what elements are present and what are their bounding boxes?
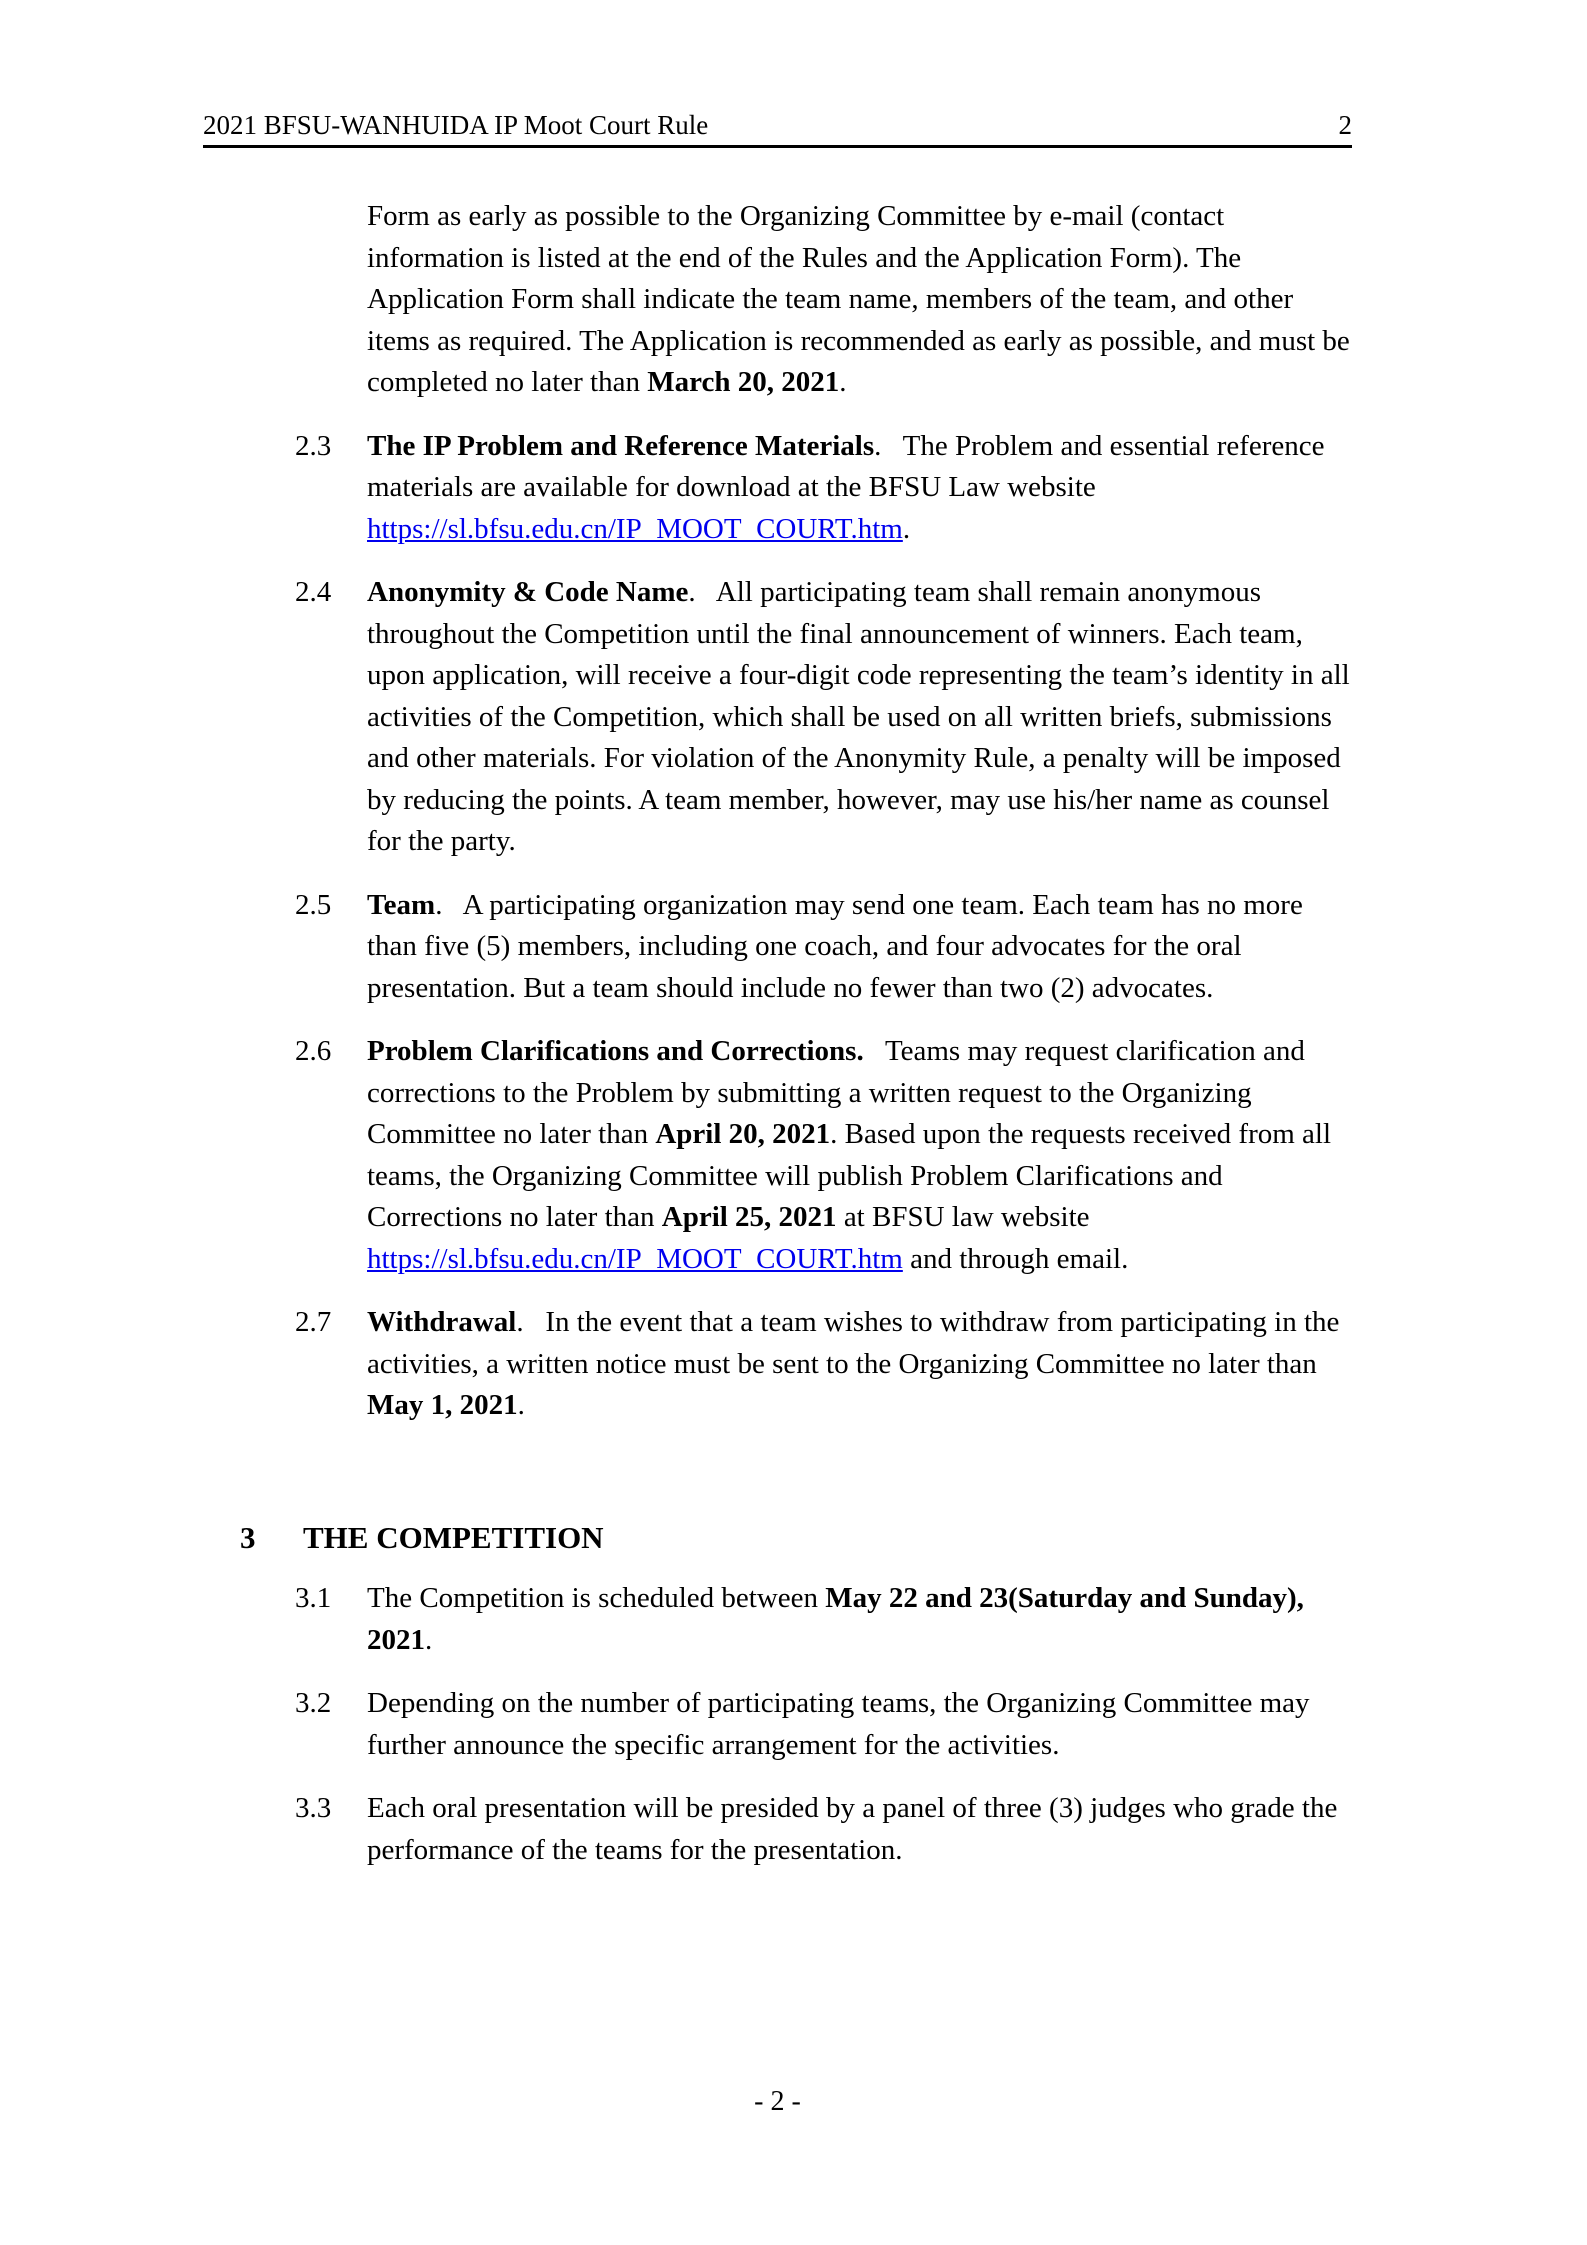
section-3-items (203, 1578, 1352, 1871)
numbered-paragraph (203, 1578, 1352, 1661)
section-heading-title: THE COMPETITION (303, 1519, 604, 1555)
numbered-paragraph (203, 1031, 1352, 1280)
text-run: Form as early as possible to the Organizing Committee by e-mail (contact information is listed at the end of the Rules and the Application Form). The Application Form shall indicate the team name, members of the team, and other items as required. The Application is recommended as early as possible, and must be completed no later than (367, 200, 1358, 398)
paragraph-text (367, 1788, 1352, 1871)
paragraph-text (367, 196, 1358, 404)
paragraph-text (367, 1683, 1352, 1766)
paragraph-text (367, 1578, 1352, 1661)
text-run: Depending on the number of participating teams, the Organizing Committee may further announce the specific arrangement for the activities. (367, 1687, 1317, 1761)
paragraph-text (367, 426, 1352, 551)
bold-text-run: May 1, 2021 (367, 1389, 518, 1421)
text-run: Teams may request clarification and corrections to the Problem by submitting a written request to the Organizing Committee no later than (367, 1035, 1313, 1150)
paragraph-text (367, 885, 1352, 1010)
paragraph-number: 3.1 (295, 1582, 332, 1614)
paragraph-number: 2.7 (295, 1306, 332, 1338)
bold-text-run: May 22 and 23(Saturday and Sunday), 2021 (367, 1582, 1312, 1656)
numbered-paragraph (203, 1683, 1352, 1766)
hyperlink[interactable]: https://sl.bfsu.edu.cn/IP_MOOT_COURT.htm (367, 1242, 903, 1275)
bold-text-run: April 25, 2021 (661, 1201, 837, 1233)
text-run: . The Problem and essential reference materials are available for download at the BFSU Law website (367, 429, 1332, 503)
hyperlink[interactable]: https://sl.bfsu.edu.cn/IP_MOOT_COURT.htm (367, 512, 903, 545)
text-run: at BFSU law website (836, 1201, 1097, 1233)
paragraph-number: 2.4 (295, 576, 332, 608)
text-run: . (517, 1389, 525, 1421)
running-title: 2021 BFSU-WANHUIDA IP Moot Court Rule (203, 110, 709, 140)
text-run: . In the event that a team wishes to withdraw from participating in the activities, a written notice must be sent to the Organizing Committee no later than (367, 1306, 1347, 1380)
text-run: . (902, 512, 911, 545)
paragraph-text (367, 572, 1357, 863)
text-run: . All participating team shall remain anonymous throughout the Competition until the final announcement of winners. Each team, upon application, will receive a four-digit code representing the team’s identity in all activities of the Competition, which shall be used on all written briefs, submissions and other materials. For violation of the Anonymity Rule, a penalty will be imposed by reducing the points. A team member, however, may use his/her name as counsel for the party. (367, 576, 1357, 857)
paragraph-text (367, 1302, 1352, 1427)
bold-text-run: The IP Problem and Reference Materials (367, 429, 875, 462)
text-run: . Based upon the requests received from all teams, the Organizing Committee will publish Problem Clarifications and Corrections no later than (367, 1118, 1339, 1233)
paragraph-number: 2.6 (295, 1035, 332, 1067)
paragraph-number: 3.2 (295, 1687, 332, 1719)
bold-text-run: Problem Clarifications and Corrections. (367, 1035, 864, 1067)
numbered-paragraph (203, 426, 1352, 551)
numbered-paragraph (203, 885, 1352, 1010)
numbered-paragraph (203, 1788, 1352, 1871)
paragraph-number: 2.5 (295, 888, 332, 921)
paragraph-text (367, 1031, 1352, 1280)
text-run: . (425, 1623, 433, 1656)
page-footer (203, 2085, 1352, 2119)
header-page-number: 2 (1338, 110, 1352, 140)
paragraph-number: 3.3 (295, 1792, 332, 1824)
section-2-items (203, 196, 1358, 1427)
text-run: . (839, 366, 847, 398)
bold-text-run: Withdrawal (367, 1306, 517, 1338)
bold-text-run: April 20, 2021 (655, 1118, 831, 1150)
text-run: The Competition is scheduled between (367, 1582, 826, 1614)
paragraph-number: 2.3 (295, 429, 332, 462)
section-heading-number: 3 (240, 1519, 256, 1555)
numbered-paragraph (203, 1302, 1352, 1427)
page-header (203, 110, 1352, 148)
section-heading (203, 1517, 1352, 1559)
numbered-paragraph (203, 572, 1357, 863)
bold-text-run: Team (367, 888, 436, 921)
numbered-paragraph (203, 196, 1358, 404)
text-run: and through email. (902, 1242, 1129, 1275)
bold-text-run: March 20, 2021 (647, 366, 840, 398)
bold-text-run: Anonymity & Code Name (367, 576, 689, 608)
text-run: . A participating organization may send one team. Each team has no more than five (5) members, including one coach, and four advocates for the oral presentation. But a team should include no fewer than two (2) advocates. (367, 888, 1311, 1004)
text-run: Each oral presentation will be presided by a panel of three (3) judges who grade the performance of the teams for the presentation. (367, 1792, 1345, 1866)
page-content (203, 196, 1358, 1871)
footer-page-number: - 2 - (754, 2086, 801, 2117)
